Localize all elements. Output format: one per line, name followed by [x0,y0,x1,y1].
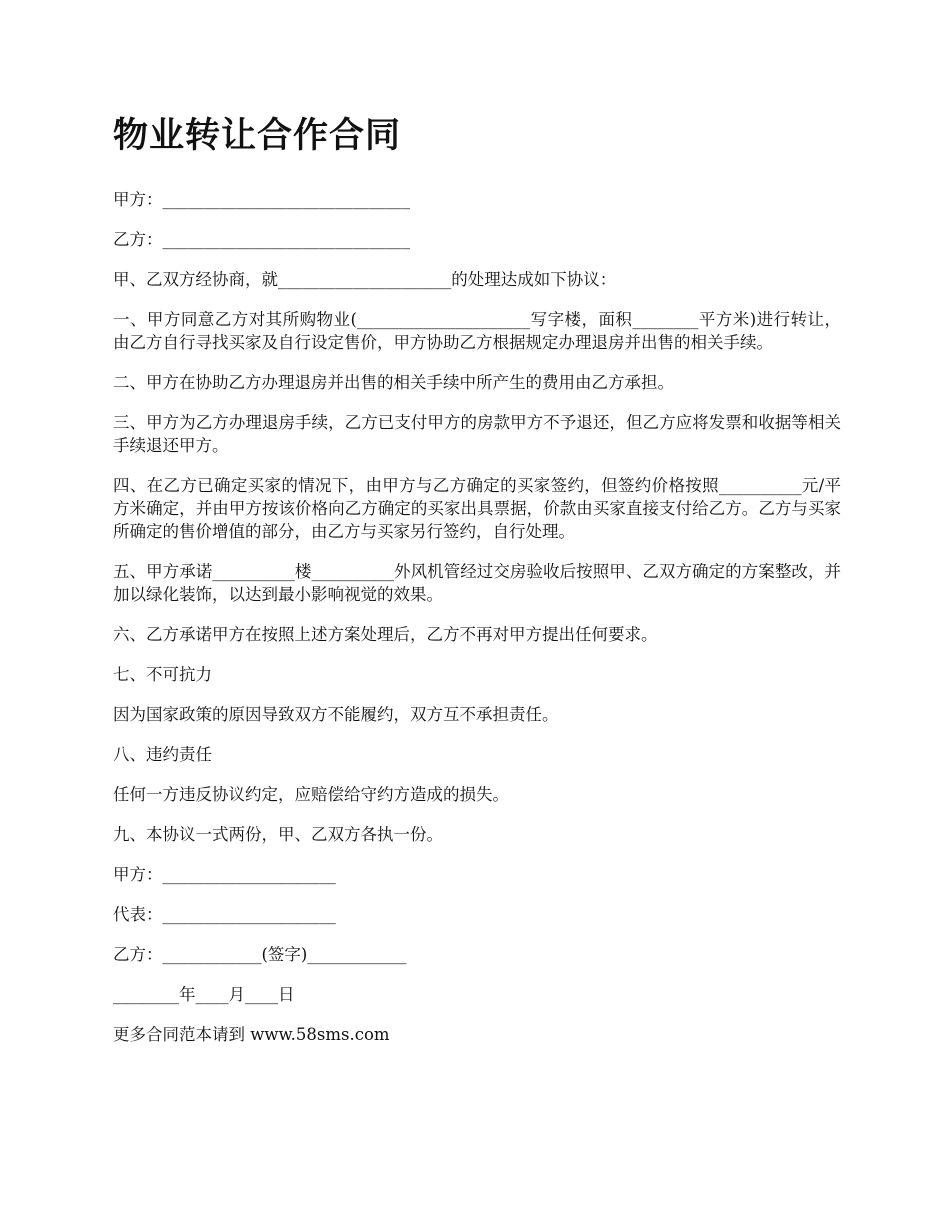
clause-8-body: 任何一方违反协议约定，应赔偿给守约方造成的损失。 [113,785,509,804]
party-a-line: 甲方：______________________________ [113,190,410,209]
clause-2: 二、甲方在协助乙方办理退房并出售的相关手续中所产生的费用由乙方承担。 [113,373,674,392]
clause-7-heading: 七、不可抗力 [113,665,212,684]
document-title: 物业转让合作合同 [113,115,402,156]
clause-6: 六、乙方承诺甲方在按照上述方案处理后，乙方不再对甲方提出任何要求。 [113,625,658,644]
party-b-line: 乙方：______________________________ [113,230,410,249]
clause-7-body: 因为国家政策的原因导致双方不能履约，双方互不承担责任。 [113,705,559,724]
intro-paragraph: 甲、乙双方经协商，就_____________________的处理达成如下协议： [113,270,617,289]
date-line: ________年____月____日 [113,985,295,1004]
contract-document [113,112,841,1063]
clause-1: 一、甲方同意乙方对其所购物业(_____________________写字楼，面积________平方米)进行转让，由乙方自行寻找买家及自行设定售价，甲方协助乙方根据规定办理退房并出售的相关手续。 [113,310,841,352]
footer-link-text: 更多合同范本请到 www.58sms.com [113,1025,390,1044]
clause-9: 九、本协议一式两份，甲、乙双方各执一份。 [113,825,443,844]
clause-8-heading: 八、违约责任 [113,745,212,764]
signature-representative: 代表：_____________________ [113,905,336,924]
signature-party-b: 乙方：____________(签字)____________ [113,945,407,964]
clause-4: 四、在乙方已确定买家的情况下，由甲方与乙方确定的买家签约，但签约价格按照__________元/平方米确定，并由甲方按该价格向乙方确定的买家出具票据，价款由买家直接支付给乙方。乙方与买家所确定的售价增值的部分，由乙方与买家另行签约，自行处理。 [113,476,841,541]
clause-5: 五、甲方承诺__________楼__________外风机管经过交房验收后按照甲、乙双方确定的方案整改，并加以绿化装饰，以达到最小影响视觉的效果。 [113,562,841,604]
clause-3: 三、甲方为乙方办理退房手续，乙方已支付甲方的房款甲方不予退还，但乙方应将发票和收据等相关手续退还甲方。 [113,413,841,455]
signature-party-a: 甲方：_____________________ [113,865,336,884]
